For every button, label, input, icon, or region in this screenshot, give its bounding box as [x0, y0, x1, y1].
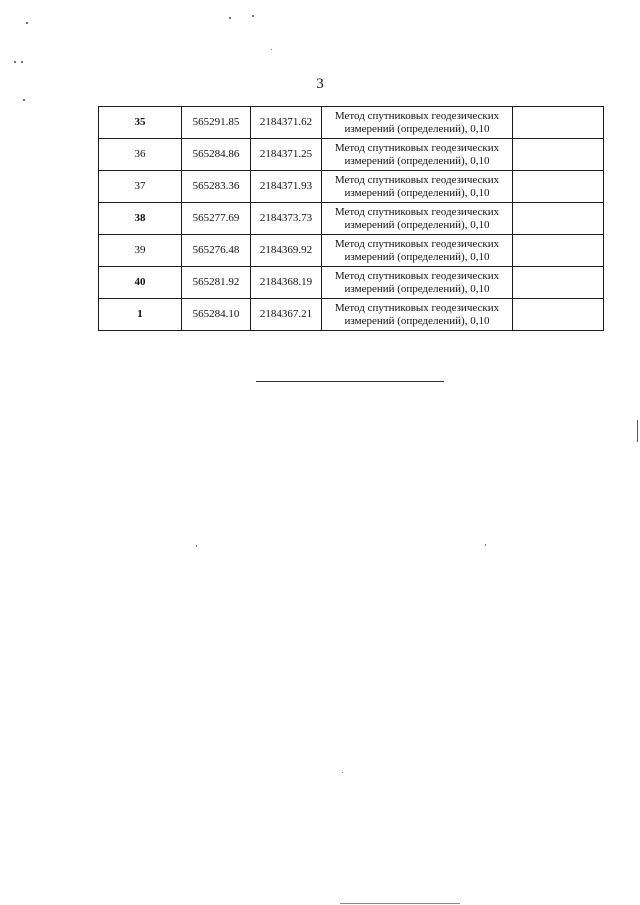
description-cell [513, 203, 604, 235]
scan-speck [14, 61, 16, 63]
x-coordinate-cell: 565281.92 [182, 267, 251, 299]
description-cell [513, 267, 604, 299]
method-cell [322, 203, 513, 235]
method-line-2: измерений (определений), 0,10 [344, 122, 490, 135]
point-number-cell: 36 [99, 139, 182, 171]
method-cell [322, 139, 513, 171]
scan-speck [26, 22, 28, 24]
table-row [99, 203, 604, 235]
method-cell [322, 107, 513, 139]
description-cell [513, 171, 604, 203]
table-row [99, 267, 604, 299]
method-line-2: измерений (определений), 0,10 [344, 154, 490, 167]
y-coordinate-cell: 2184371.93 [251, 171, 322, 203]
table-row [99, 139, 604, 171]
method-line-2: измерений (определений), 0,10 [344, 186, 490, 199]
x-coordinate-cell: 565284.86 [182, 139, 251, 171]
point-number-cell: 38 [99, 203, 182, 235]
x-coordinate-cell: 565283.36 [182, 171, 251, 203]
method-line-1: Метод спутниковых геодезических [334, 173, 500, 186]
scan-edge-line [637, 420, 638, 442]
point-number-cell: 39 [99, 235, 182, 267]
scan-speck [342, 772, 343, 773]
method-line-1: Метод спутниковых геодезических [334, 205, 500, 218]
coordinates-table-body [99, 107, 604, 331]
end-of-document-rule [256, 381, 444, 382]
scan-speck [196, 545, 197, 547]
point-number-cell: 35 [99, 107, 182, 139]
x-coordinate-cell: 565277.69 [182, 203, 251, 235]
x-coordinate-cell: 565284.10 [182, 299, 251, 331]
point-number-cell: 40 [99, 267, 182, 299]
method-cell [322, 235, 513, 267]
scan-speck [485, 544, 486, 546]
description-cell [513, 107, 604, 139]
point-number-cell: 1 [99, 299, 182, 331]
point-number-cell: 37 [99, 171, 182, 203]
description-cell [513, 139, 604, 171]
scan-edge-line [340, 903, 460, 904]
method-line-1: Метод спутниковых геодезических [334, 269, 500, 282]
method-line-2: измерений (определений), 0,10 [344, 314, 490, 327]
scan-speck [229, 17, 231, 19]
description-cell [513, 235, 604, 267]
page-number: 3 [316, 76, 324, 92]
method-line-1: Метод спутниковых геодезических [334, 301, 500, 314]
x-coordinate-cell: 565291.85 [182, 107, 251, 139]
y-coordinate-cell: 2184367.21 [251, 299, 322, 331]
x-coordinate-cell: 565276.48 [182, 235, 251, 267]
table-row [99, 235, 604, 267]
y-coordinate-cell: 2184373.73 [251, 203, 322, 235]
table-row [99, 171, 604, 203]
method-cell [322, 171, 513, 203]
scan-speck [23, 99, 25, 101]
method-cell [322, 267, 513, 299]
scan-speck [252, 15, 254, 17]
coordinates-table [98, 106, 604, 331]
table-row [99, 107, 604, 139]
y-coordinate-cell: 2184368.19 [251, 267, 322, 299]
method-line-1: Метод спутниковых геодезических [334, 109, 500, 122]
method-line-2: измерений (определений), 0,10 [344, 282, 490, 295]
method-line-1: Метод спутниковых геодезических [334, 237, 500, 250]
method-line-1: Метод спутниковых геодезических [334, 141, 500, 154]
y-coordinate-cell: 2184371.62 [251, 107, 322, 139]
table-row [99, 299, 604, 331]
y-coordinate-cell: 2184369.92 [251, 235, 322, 267]
scan-speck [271, 49, 272, 50]
y-coordinate-cell: 2184371.25 [251, 139, 322, 171]
method-line-2: измерений (определений), 0,10 [344, 250, 490, 263]
description-cell [513, 299, 604, 331]
method-cell [322, 299, 513, 331]
method-line-2: измерений (определений), 0,10 [344, 218, 490, 231]
scan-speck [21, 61, 23, 63]
